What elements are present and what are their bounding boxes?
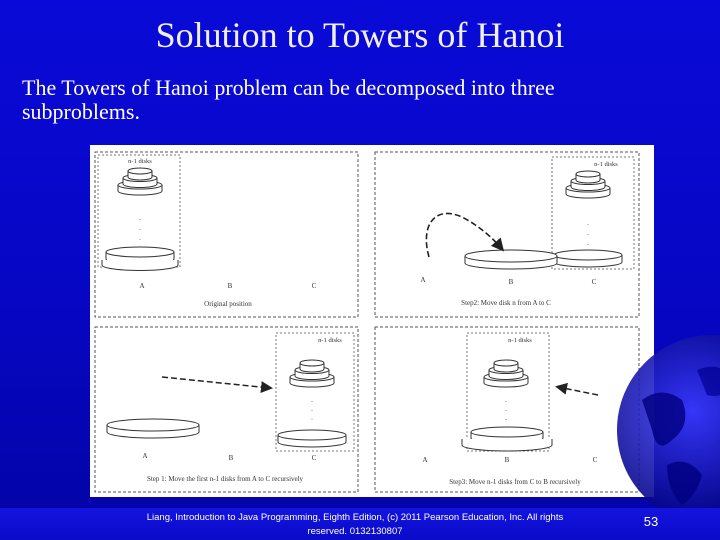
peg-label-c: C bbox=[311, 454, 317, 462]
svg-text:.: . bbox=[587, 229, 589, 237]
svg-text:.: . bbox=[311, 405, 313, 413]
svg-text:.: . bbox=[311, 414, 313, 422]
panel-step3 bbox=[375, 327, 639, 492]
peg-label-b: B bbox=[227, 282, 233, 290]
disk-label: n-1 disks bbox=[318, 337, 342, 344]
peg-label-c: C bbox=[591, 278, 597, 286]
peg-label-a: A bbox=[422, 456, 428, 464]
peg-label-b: B bbox=[228, 454, 234, 462]
slide-body-text: The Towers of Hanoi problem can be decomposed into three subproblems. bbox=[22, 75, 555, 124]
peg-label-b: B bbox=[508, 278, 514, 286]
disk-label: n-1 disks bbox=[594, 161, 618, 168]
panel-caption: Original position bbox=[204, 300, 252, 308]
peg-label-c: C bbox=[311, 282, 317, 290]
panel-caption: Step3: Move n-1 disks from C to B recursively bbox=[449, 478, 581, 486]
disk-stack bbox=[462, 360, 552, 451]
peg-label-a: A bbox=[142, 452, 148, 460]
peg-label-a: A bbox=[139, 282, 145, 290]
disk-label: n-1 disks bbox=[128, 158, 152, 165]
peg-label-b: B bbox=[504, 456, 510, 464]
hanoi-figure bbox=[90, 145, 654, 497]
panel-step2 bbox=[375, 152, 639, 317]
move-arrow bbox=[162, 377, 270, 388]
disk-label: n-1 disks bbox=[508, 337, 532, 344]
svg-text:.: . bbox=[139, 234, 141, 242]
move-arrow bbox=[558, 387, 598, 395]
panel-original bbox=[95, 152, 358, 317]
svg-text:.: . bbox=[587, 239, 589, 247]
page-number: 53 bbox=[643, 514, 659, 529]
svg-text:.: . bbox=[139, 224, 141, 232]
ellipsis-dots: . bbox=[587, 219, 589, 227]
footer-copyright: Liang, Introduction to Java Programming, Eighth Edition, (c) 2011 Pearson Education, Inc. All rights reserved. 0132130807 bbox=[146, 512, 564, 537]
svg-text:.: . bbox=[505, 414, 507, 422]
panel-step1 bbox=[95, 327, 358, 492]
ellipsis-dots: . bbox=[505, 396, 507, 404]
ellipsis-dots: . bbox=[311, 396, 313, 404]
panel-caption: Step 1: Move the first n-1 disks from A to C recursively bbox=[146, 475, 304, 483]
slide-title: Solution to Towers of Hanoi bbox=[155, 15, 565, 55]
disk-n bbox=[465, 250, 557, 269]
peg-label-c: C bbox=[592, 456, 598, 464]
peg-label-a: A bbox=[420, 276, 426, 284]
ellipsis-dots: . bbox=[139, 214, 141, 222]
globe-decoration bbox=[612, 330, 720, 530]
panel-caption: Step2: Move disk n from A to C bbox=[461, 299, 551, 307]
svg-text:.: . bbox=[505, 405, 507, 413]
